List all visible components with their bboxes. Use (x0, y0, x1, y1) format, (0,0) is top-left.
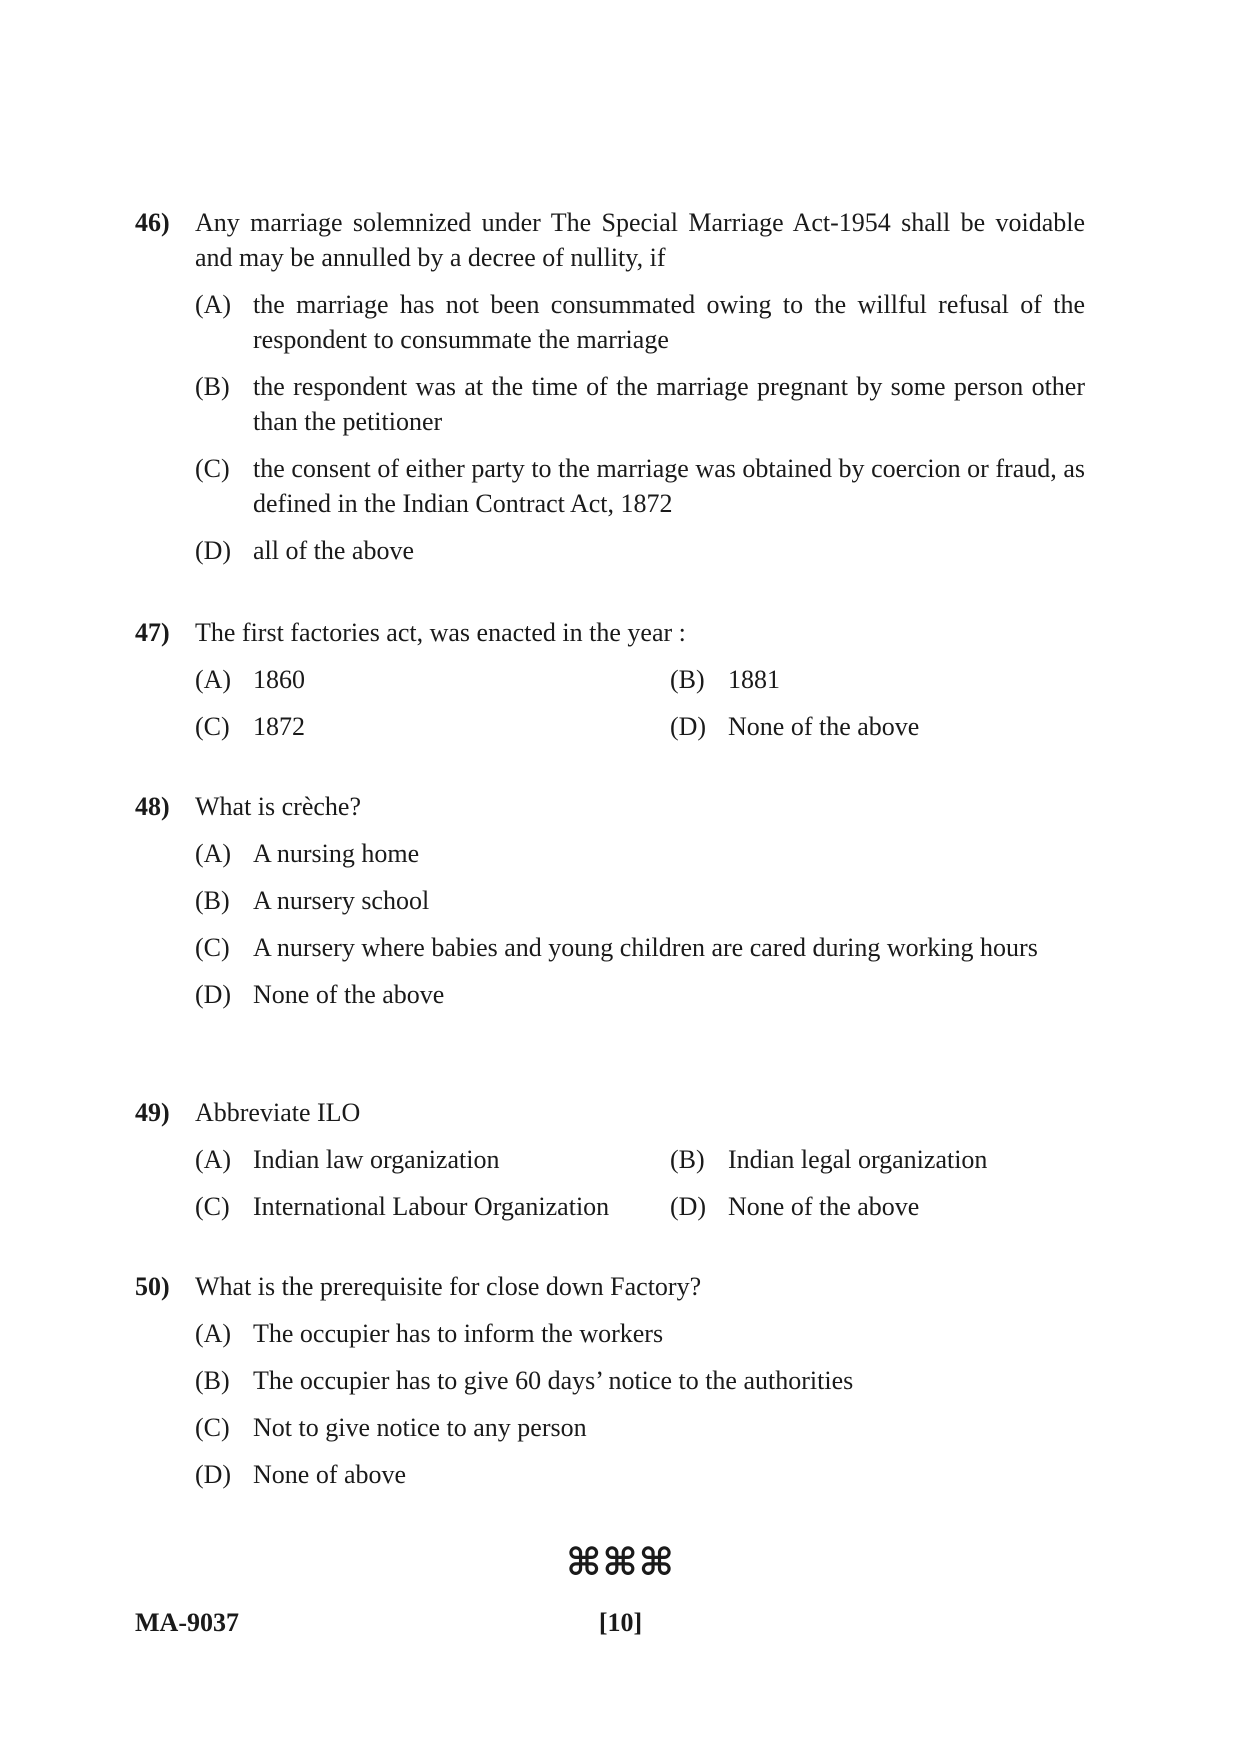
option-a (195, 662, 670, 697)
option-label: (C) (195, 1413, 230, 1442)
option-label: (B) (670, 665, 705, 694)
question-text: What is the prerequisite for close down Factory? (195, 1272, 702, 1301)
option-label: (C) (195, 1192, 230, 1221)
option-label: (A) (195, 290, 232, 319)
option-label: (C) (195, 933, 230, 962)
option-d (670, 709, 1085, 744)
option-c (195, 1410, 1085, 1445)
question-48 (135, 789, 1085, 1012)
option-label: (C) (195, 454, 230, 483)
question-header (135, 205, 1085, 275)
option-b (195, 883, 1085, 918)
option-text: 1881 (728, 665, 780, 694)
option-a (195, 836, 1085, 871)
option-text: A nursery where babies and young children are cared during working hours (253, 933, 1038, 962)
question-header (135, 1095, 1085, 1130)
option-list (195, 836, 1085, 1012)
option-label: (D) (670, 1192, 707, 1221)
question-text: The first factories act, was enacted in the year : (195, 618, 686, 647)
option-text: the marriage has not been consummated owing to the willful refusal of the respondent to consummate the marriage (253, 290, 1085, 354)
option-label: (A) (195, 1319, 232, 1348)
option-c (195, 930, 1085, 965)
option-c (195, 1189, 670, 1224)
option-label: (D) (195, 1460, 232, 1489)
option-list (195, 287, 1085, 568)
option-a (195, 287, 1085, 357)
option-label: (A) (195, 665, 232, 694)
question-50 (135, 1269, 1085, 1492)
option-text: The occupier has to inform the workers (253, 1319, 664, 1348)
question-text: What is crèche? (195, 792, 362, 821)
option-text: the consent of either party to the marriage was obtained by coercion or fraud, as defined in the Indian Contract Act, 1872 (253, 454, 1085, 518)
paper-code: MA-9037 (135, 1608, 239, 1637)
option-text: A nursery school (253, 886, 430, 915)
option-grid (195, 1142, 1085, 1224)
question-number: 48) (135, 792, 170, 821)
option-label: (A) (195, 839, 232, 868)
question-number: 49) (135, 1098, 170, 1127)
option-b (670, 1142, 1085, 1177)
option-text: Indian legal organization (728, 1145, 988, 1174)
option-c (195, 709, 670, 744)
question-number: 47) (135, 618, 170, 647)
option-d (195, 533, 1085, 568)
option-text: all of the above (253, 536, 414, 565)
option-label: (B) (195, 1366, 230, 1395)
option-b (670, 662, 1085, 697)
option-a (195, 1142, 670, 1177)
option-label: (C) (195, 712, 230, 741)
option-text: None of the above (728, 1192, 920, 1221)
option-b (195, 369, 1085, 439)
option-label: (A) (195, 1145, 232, 1174)
question-number: 46) (135, 208, 170, 237)
option-text: None of above (253, 1460, 407, 1489)
option-text: None of the above (253, 980, 445, 1009)
option-label: (D) (195, 980, 232, 1009)
option-label: (D) (670, 712, 707, 741)
question-47 (135, 615, 1085, 744)
option-text: A nursing home (253, 839, 420, 868)
option-text: 1860 (253, 665, 305, 694)
option-text: 1872 (253, 712, 305, 741)
question-number: 50) (135, 1272, 170, 1301)
question-header (135, 615, 1085, 650)
option-a (195, 1316, 1085, 1351)
option-text: Indian law organization (253, 1145, 500, 1174)
question-text: Any marriage solemnized under The Special Marriage Act-1954 shall be voidable and may be annulled by a decree of nullity, if (195, 208, 1085, 272)
option-d (195, 977, 1085, 1012)
end-ornament: ⌘⌘⌘ (566, 1540, 675, 1584)
option-label: (B) (195, 372, 230, 401)
option-text: Not to give notice to any person (253, 1413, 587, 1442)
page-number: [10] (598, 1608, 643, 1637)
option-b (195, 1363, 1085, 1398)
option-text: None of the above (728, 712, 920, 741)
option-text: International Labour Organization (253, 1192, 610, 1221)
option-text: The occupier has to give 60 days’ notice to the authorities (253, 1366, 854, 1395)
question-text: Abbreviate ILO (195, 1098, 361, 1127)
option-list (195, 1316, 1085, 1492)
question-46 (135, 205, 1085, 568)
option-label: (B) (670, 1145, 705, 1174)
question-header (135, 1269, 1085, 1304)
option-text: the respondent was at the time of the marriage pregnant by some person other than the petitioner (253, 372, 1085, 436)
option-label: (B) (195, 886, 230, 915)
question-header (135, 789, 1085, 824)
option-c (195, 451, 1085, 521)
option-label: (D) (195, 536, 232, 565)
option-d (195, 1457, 1085, 1492)
question-49 (135, 1095, 1085, 1224)
option-d (670, 1189, 1085, 1224)
option-grid (195, 662, 1085, 744)
